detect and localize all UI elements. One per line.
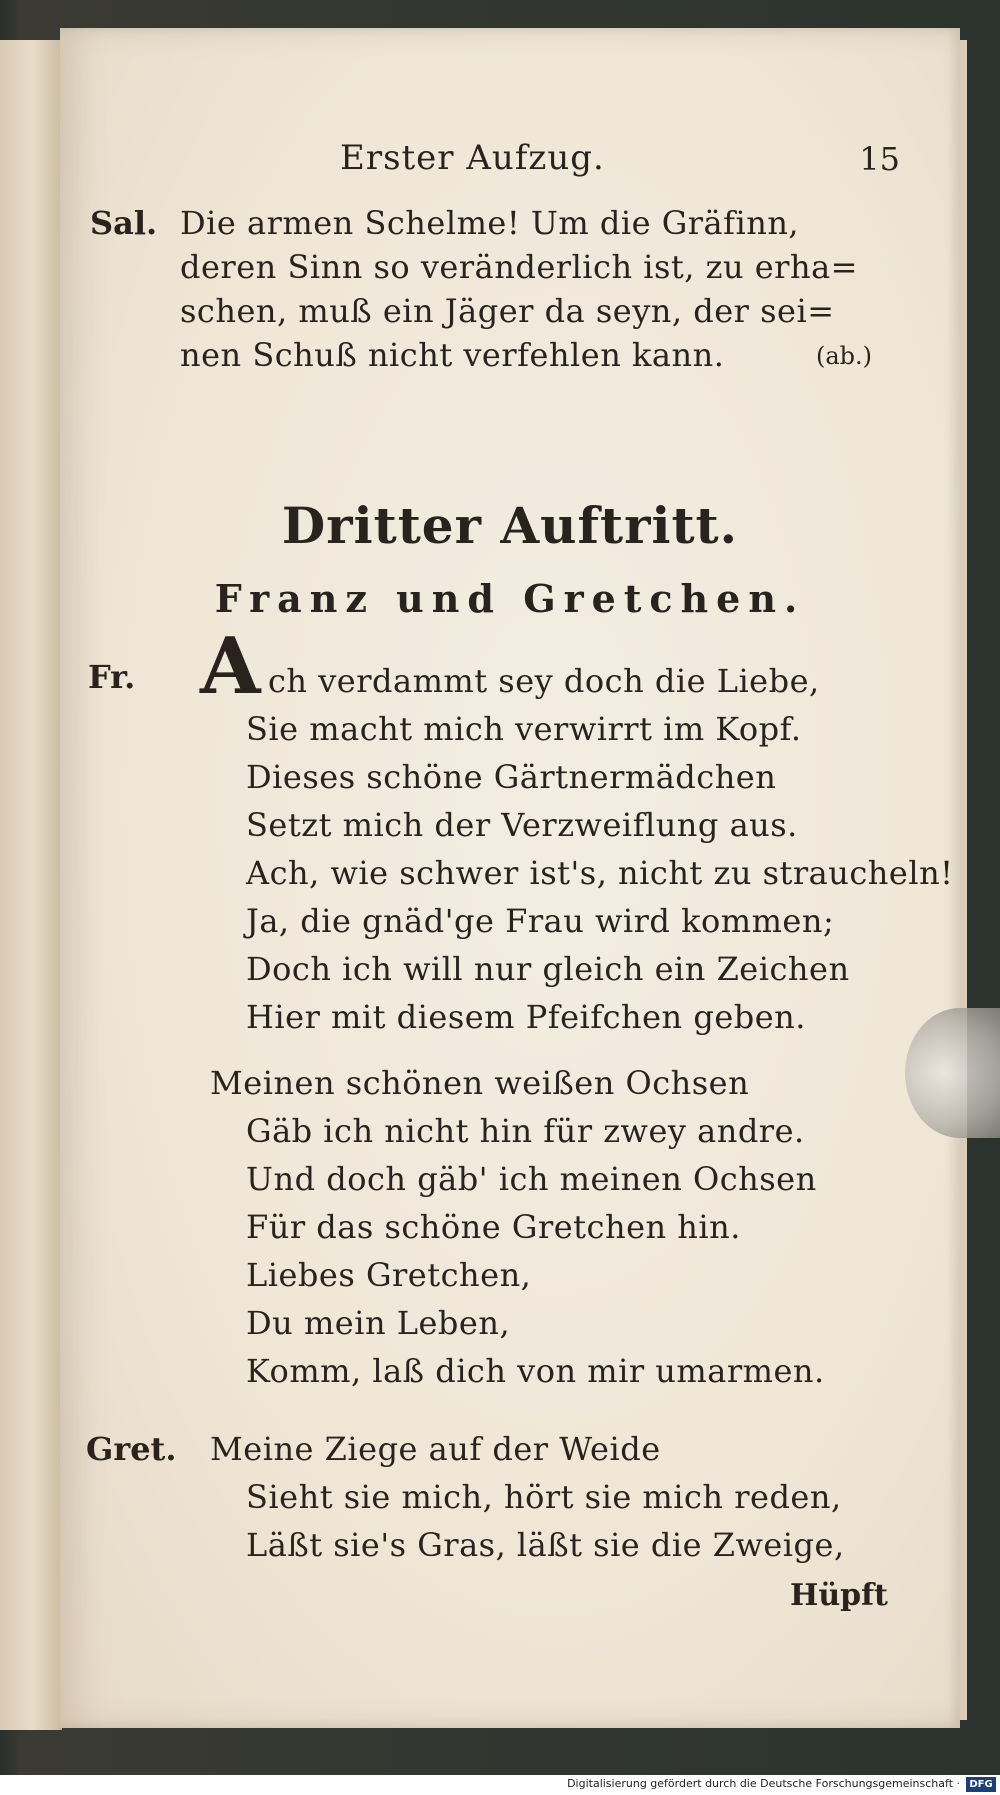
- text-line: schen, muß ein Jäger da seyn, der sei=: [180, 292, 835, 330]
- verse-line: Meine Ziege auf der Weide: [210, 1430, 661, 1468]
- page-number: 15: [859, 140, 900, 178]
- scene-characters: Franz und Gretchen.: [214, 576, 806, 621]
- verse-line: Liebes Gretchen,: [246, 1256, 532, 1294]
- verse-line: Gäb ich nicht hin für zwey andre.: [246, 1112, 805, 1150]
- page-header: [60, 138, 960, 188]
- speaker-franz: Fr.: [88, 658, 136, 696]
- verse-line: Ja, die gnäd'ge Frau wird kommen;: [246, 902, 835, 940]
- text-line: nen Schuß nicht verfehlen kann.: [180, 336, 725, 374]
- verse-line: Du mein Leben,: [246, 1304, 511, 1342]
- book-page: [60, 28, 960, 1728]
- verse-line: Meinen schönen weißen Ochsen: [210, 1064, 750, 1102]
- verse-line: Sie macht mich verwirrt im Kopf.: [246, 710, 802, 748]
- verse-line: Doch ich will nur gleich ein Zeichen: [246, 950, 850, 988]
- footer-bar: [0, 1775, 1000, 1795]
- text-line: Die armen Schelme! Um die Gräfinn,: [180, 204, 800, 242]
- verse-line: Läßt sie's Gras, läßt sie die Zweige,: [246, 1526, 845, 1564]
- verse-line: Sieht sie mich, hört sie mich reden,: [246, 1478, 842, 1516]
- drop-cap: A: [200, 621, 261, 712]
- speaker-sal: Sal.: [90, 204, 158, 242]
- verse-line: Und doch gäb' ich meinen Ochsen: [246, 1160, 817, 1198]
- catchword: Hüpft: [790, 1578, 888, 1613]
- verse-line: Für das schöne Gretchen hin.: [246, 1208, 741, 1246]
- scene-title: Dritter Auftritt.: [281, 496, 739, 555]
- text-line: deren Sinn so veränderlich ist, zu erha=: [180, 248, 858, 286]
- verse-line: Komm, laß dich von mir umarmen.: [246, 1352, 825, 1390]
- verse-line: Setzt mich der Verzweiflung aus.: [246, 806, 798, 844]
- running-head: Erster Aufzug.: [340, 138, 605, 178]
- verse-line: ch verdammt sey doch die Liebe,: [268, 662, 820, 700]
- book-spine: [0, 40, 62, 1730]
- verse-line: Dieses schöne Gärtnermädchen: [246, 758, 777, 796]
- stage-direction: (ab.): [816, 342, 873, 370]
- verse-line: Hier mit diesem Pfeifchen geben.: [246, 998, 806, 1036]
- dfg-logo: DFG: [966, 1777, 996, 1792]
- verse-line: Ach, wie schwer ist's, nicht zu straucheln!: [246, 854, 954, 892]
- funding-credit: Digitalisierung gefördert durch die Deutsche Forschungsgemeinschaft ·: [567, 1777, 960, 1790]
- speaker-gretchen: Gret.: [86, 1430, 177, 1468]
